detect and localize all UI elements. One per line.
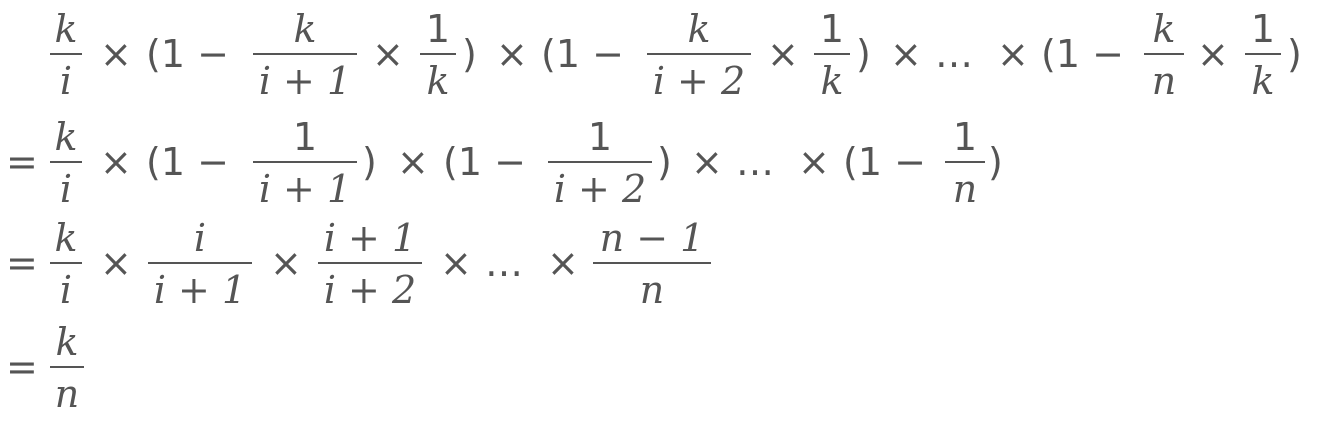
open-one-minus: (1 − (541, 32, 624, 76)
fraction-1-over-n (945, 114, 985, 210)
times-operator: × (767, 32, 799, 76)
fraction-bar (50, 161, 82, 163)
fraction-k-over-i-plus-2 (647, 6, 751, 102)
open-one-minus: (1 − (843, 140, 926, 184)
equals-sign: = (6, 241, 38, 285)
close-paren: ) (657, 140, 672, 184)
fraction-denominator: i (59, 59, 73, 103)
fraction-numerator: n − 1 (599, 216, 705, 260)
fraction-denominator: i + 1 (258, 59, 352, 103)
fraction-denominator: i + 1 (153, 268, 247, 312)
fraction-denominator: i + 1 (258, 167, 352, 211)
fraction-numerator: k (1152, 7, 1176, 51)
fraction-denominator: n (952, 167, 978, 211)
fraction-bar (945, 161, 985, 163)
fraction-numerator: k (54, 115, 78, 159)
fraction-1-over-k (1245, 6, 1281, 102)
times-operator: × (100, 32, 132, 76)
open-one-minus: (1 − (146, 140, 229, 184)
fraction-k-over-i (50, 114, 82, 210)
times-operator: × (100, 140, 132, 184)
fraction-1-over-k (814, 6, 850, 102)
fraction-denominator: k (1251, 59, 1275, 103)
times-operator: × (1197, 32, 1229, 76)
times-operator: × (997, 32, 1029, 76)
fraction-numerator: 1 (587, 115, 613, 159)
fraction-bar (548, 161, 652, 163)
close-paren: ) (856, 32, 871, 76)
ellipsis: … (485, 241, 523, 285)
fraction-bar (420, 53, 456, 55)
fraction-numerator: k (55, 320, 79, 364)
fraction-i-over-i-plus-1 (148, 215, 252, 311)
times-operator: × (100, 241, 132, 285)
fraction-denominator: n (1151, 59, 1177, 103)
fraction-denominator: i (59, 167, 73, 211)
fraction-k-over-i-plus-1 (253, 6, 357, 102)
open-one-minus: (1 − (1041, 32, 1124, 76)
fraction-bar (148, 262, 252, 264)
fraction-numerator: k (54, 216, 78, 260)
times-operator: × (440, 241, 472, 285)
fraction-bar (647, 53, 751, 55)
fraction-k-over-n (50, 319, 84, 415)
fraction-k-over-n (1144, 6, 1184, 102)
fraction-denominator: i + 2 (553, 167, 647, 211)
fraction-numerator: k (54, 7, 78, 51)
fraction-numerator: 1 (425, 7, 451, 51)
fraction-denominator: i + 2 (652, 59, 746, 103)
times-operator: × (496, 32, 528, 76)
close-paren: ) (988, 140, 1003, 184)
fraction-bar (1144, 53, 1184, 55)
close-paren: ) (462, 32, 477, 76)
ellipsis: … (736, 140, 774, 184)
times-operator: × (372, 32, 404, 76)
fraction-numerator: i + 1 (323, 216, 417, 260)
equals-sign: = (6, 345, 38, 389)
times-operator: × (890, 32, 922, 76)
fraction-numerator: i (193, 216, 207, 260)
times-operator: × (691, 140, 723, 184)
fraction-denominator: i + 2 (323, 268, 417, 312)
fraction-numerator: 1 (819, 7, 845, 51)
fraction-denominator: i (59, 268, 73, 312)
fraction-bar (1245, 53, 1281, 55)
fraction-bar (318, 262, 422, 264)
fraction-k-over-i (50, 215, 82, 311)
fraction-bar (50, 53, 82, 55)
fraction-k-over-i (50, 6, 82, 102)
close-paren: ) (362, 140, 377, 184)
fraction-bar (50, 262, 82, 264)
times-operator: × (397, 140, 429, 184)
fraction-numerator: 1 (1250, 7, 1276, 51)
fraction-bar (253, 161, 357, 163)
fraction-bar (253, 53, 357, 55)
fraction-denominator: n (54, 372, 80, 416)
fraction-1-over-k (420, 6, 456, 102)
ellipsis: … (935, 32, 973, 76)
times-operator: × (270, 241, 302, 285)
fraction-bar (814, 53, 850, 55)
fraction-bar (593, 262, 711, 264)
open-one-minus: (1 − (146, 32, 229, 76)
fraction-1-over-i-plus-2 (548, 114, 652, 210)
fraction-numerator: 1 (952, 115, 978, 159)
times-operator: × (547, 241, 579, 285)
fraction-numerator: k (687, 7, 711, 51)
fraction-numerator: k (293, 7, 317, 51)
fraction-denominator: k (426, 59, 450, 103)
fraction-numerator: 1 (292, 115, 318, 159)
fraction-1-over-i-plus-1 (253, 114, 357, 210)
equals-sign: = (6, 140, 38, 184)
fraction-denominator: n (639, 268, 665, 312)
fraction-n-minus-1-over-n (593, 215, 711, 311)
fraction-i-plus-1-over-i-plus-2 (318, 215, 422, 311)
fraction-bar (50, 366, 84, 368)
fraction-denominator: k (820, 59, 844, 103)
open-one-minus: (1 − (443, 140, 526, 184)
times-operator: × (798, 140, 830, 184)
close-paren: ) (1287, 32, 1302, 76)
